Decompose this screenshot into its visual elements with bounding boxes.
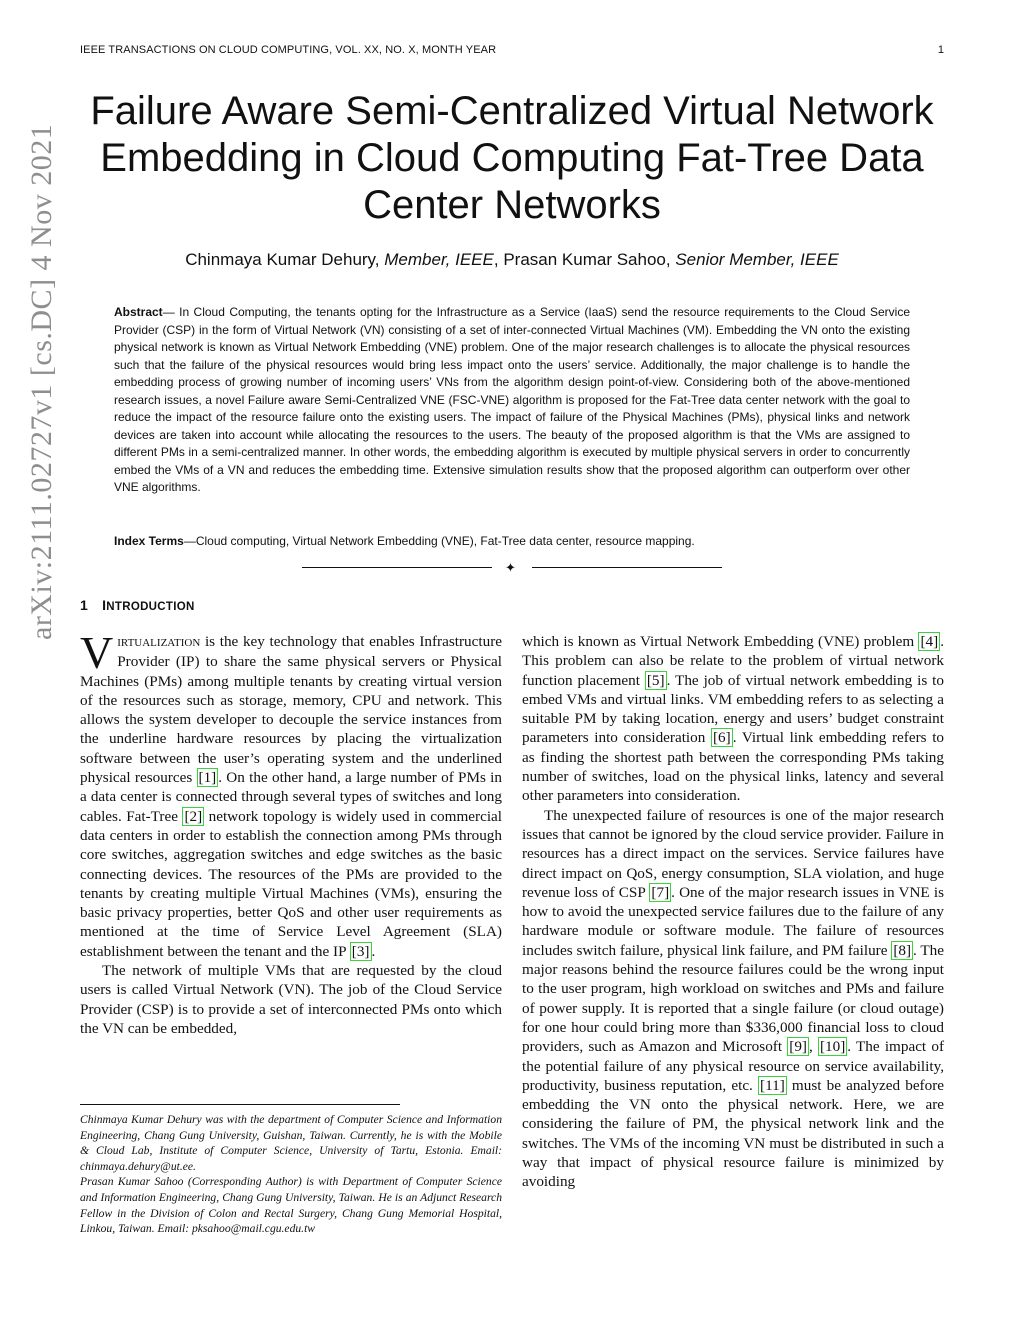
text-run: . One of the major research issues in VNE is how to avoid the unexpected service failures due to the failure of any hardware module or software module. The failure of resources includes switch failure, physical link failure, and PM failure (522, 883, 944, 959)
divider-line-right (532, 567, 722, 568)
author-line (60, 250, 964, 270)
drop-cap: V (80, 627, 114, 678)
text-run: . (371, 942, 376, 960)
citation-link[interactable]: [7] (651, 883, 670, 901)
title-line-2: Embedding in Cloud Computing Fat-Tree Data (100, 136, 924, 180)
citation-link[interactable]: [9] (789, 1038, 807, 1056)
running-head: IEEE TRANSACTIONS ON CLOUD COMPUTING, VOL. XX, NO. X, MONTH YEAR (80, 44, 497, 56)
index-terms (114, 533, 910, 550)
paper-title (60, 88, 964, 229)
footnotes (80, 1112, 502, 1237)
citation-link[interactable]: [2] (184, 807, 203, 825)
footnote-author-1: Chinmaya Kumar Dehury was with the department of Computer Science and Information Engineering, Chang Gung University, Guishan, Taiwan. Currently, he is with the Mobile & Cloud Lab, Institute of Computer Science, University of Tartu, Estonia. Email: chinmaya.dehury@ut.ee. (80, 1113, 502, 1173)
divider-diamond-icon: ✦ (505, 560, 516, 575)
divider-line-left (302, 567, 492, 568)
author-2-role: Senior Member, IEEE (675, 250, 839, 269)
text-run: is the key technology that enables Infrastructure Provider (IP) to share the same physical servers or Physical Machines (PMs) among multiple tenants by creating virtual version of the resources such as storage, memory, CPU and network. This allows the system developer to decouple the service instances from the underline hardware resources by placing the virtualization software between the user’s operating system and the underlined physical resources (80, 633, 502, 787)
section-title-initial: I (102, 597, 107, 613)
text-run: . This problem can also be relate to the problem of virtual network function placement (522, 633, 944, 689)
abstract (114, 304, 910, 497)
citation-link[interactable]: [11] (760, 1076, 785, 1094)
citation-link[interactable]: [10] (819, 1038, 846, 1056)
citation-link[interactable]: [4] (920, 633, 939, 650)
small-caps-word: irtualization (117, 634, 201, 650)
text-run: . The major reasons behind the resource failures could be the wrong input to the user program, high workload on switches and PMs and failure of power supply. It is reported that a single failure (or cloud outage) for one hour could bring more than $336,000 financial loss to cloud providers, such as Amazon and Microsoft (522, 941, 944, 1056)
text-run: . Virtual link embedding refers to as finding the shortest path between the corresponding PMs taking number of switches, load on the physical links, latency and several other parameters into consideration. (522, 729, 945, 805)
citation-link[interactable]: [6] (712, 729, 731, 747)
text-run: The unexpected failure of resources is one of the major research issues that cannot be ignored by the cloud service provider. Failure in resources has a direct impact on the services. Service failures have direct impact on QoS, energy consumption, SLA violation, and huge revenue loss of CSP (522, 806, 944, 901)
footnote-rule (80, 1104, 400, 1105)
paragraph (522, 806, 944, 1192)
title-line-1: Failure Aware Semi-Centralized Virtual Network (90, 89, 934, 133)
index-terms-label: Index Terms (114, 534, 184, 548)
text-run: . On the other hand, a large number of PMs in a data center is connected through several types of switches and long cables. Fat-Tree (80, 769, 502, 825)
citation-link[interactable]: [8] (893, 941, 912, 959)
text-run: , (808, 1038, 818, 1056)
author-1-name: Chinmaya Kumar Dehury, (185, 250, 380, 269)
arxiv-side-stamp: arXiv:2111.02727v1 [cs.DC] 4 Nov 2021 (25, 123, 58, 640)
paragraph (522, 632, 944, 806)
body-column-right (522, 632, 944, 1192)
paragraph (80, 627, 502, 961)
section-heading (80, 597, 195, 613)
section-number: 1 (80, 597, 89, 613)
paragraph: The network of multiple VMs that are requested by the cloud users is called Virtual Network (VN). The job of the Cloud Service Provider (CSP) is to provide a set of interconnected PMs onto which the VN can be embedded, (80, 962, 502, 1037)
text-run: . The job of virtual network embedding is to embed VMs and virtual links. VM embedding refers to as selecting a suitable PM by taking location, energy and users’ budget constraint parameters into consideration (522, 671, 944, 747)
text-run: must be analyzed before embedding the VN onto the physical network. Here, we are considering the failure of PM, the physical network link and the switches. The VMs of the incoming VN must be distributed in such a way that impact of physical resource failure is minimized by avoiding (522, 1076, 945, 1191)
index-terms-text: —Cloud computing, Virtual Network Embedding (VNE), Fat-Tree data center, resource mapping. (183, 534, 695, 548)
abstract-text: — In Cloud Computing, the tenants opting for the Infrastructure as a Service (IaaS) send the resource requirements to the Cloud Service Provider (CSP) in the form of Virtual Network (VN) consisting of a set of inter-connected Virtual Machines (VM). Embedding the VN onto the existing physical network is known as Virtual Network Embedding (VNE) problem. One of the major research challenges is to allocate the physical resources such that the failure of the physical resources would bring less impact onto the users’ service. Additionally, the major challenge is to handle the embedding process of growing number of incoming users’ VNs from the algorithm design point-of-view. Considering both of the above-mentioned research issues, a novel Failure aware Semi-Centralized VNE (FSC-VNE) algorithm is proposed for the Fat-Tree data center network with the goal to reduce the impact of the resource failure onto the existing users. The impact of failure of the Physical Machines (PMs), physical links and network devices are taken into account while allocating the resources to the users. The beauty of the proposed algorithm is that the VMs are assigned to different PMs in a semi-centralized manner. In other words, the embedding algorithm is executed by multiple physical servers in order to concurrently embed the VMs of a VN and reduces the embedding time. Extensive simulation results show that the proposed algorithm can outperform over other VNE algorithms. (114, 305, 910, 494)
footnote-author-2: Prasan Kumar Sahoo (Corresponding Author) is with Department of Computer Science and Information Engineering, Chang Gung University, Taiwan. He is an Adjunct Research Fellow in the Division of Colon and Rectal Surgery, Chang Gung Memorial Hospital, Linkou, Taiwan. Email: pksahoo@mail.cgu.edu.tw (80, 1175, 502, 1236)
abstract-label: Abstract (114, 305, 163, 319)
text-run: which is known as Virtual Network Embedding (VNE) problem (522, 633, 919, 650)
title-line-3: Center Networks (363, 183, 661, 227)
author-1-role: Member, IEEE (384, 250, 494, 269)
text-run: network topology is widely used in commercial data centers in order to establish the connection among PMs through core switches, aggregation switches and edge switches as the basic connecting devices. The resources of the PMs are provided to the tenants by creating multiple Virtual Machines (VMs), ensuring the basic privacy properties, better QoS and other user requirements as mentioned at the time of Service Level Agreement (SLA) establishment between the tenant and the IP (80, 807, 502, 960)
citation-link[interactable]: [1] (198, 769, 217, 787)
citation-link[interactable]: [5] (646, 671, 665, 689)
section-title-rest: NTRODUCTION (106, 601, 195, 613)
text-run: . The impact of the potential failure of any physical resource on service availability, productivity, business reputation, etc. (522, 1038, 944, 1094)
author-2-name: , Prasan Kumar Sahoo, (493, 250, 671, 269)
body-column-left (80, 627, 502, 1038)
section-divider (302, 560, 722, 576)
page-number: 1 (937, 44, 944, 56)
citation-link[interactable]: [3] (351, 942, 370, 960)
